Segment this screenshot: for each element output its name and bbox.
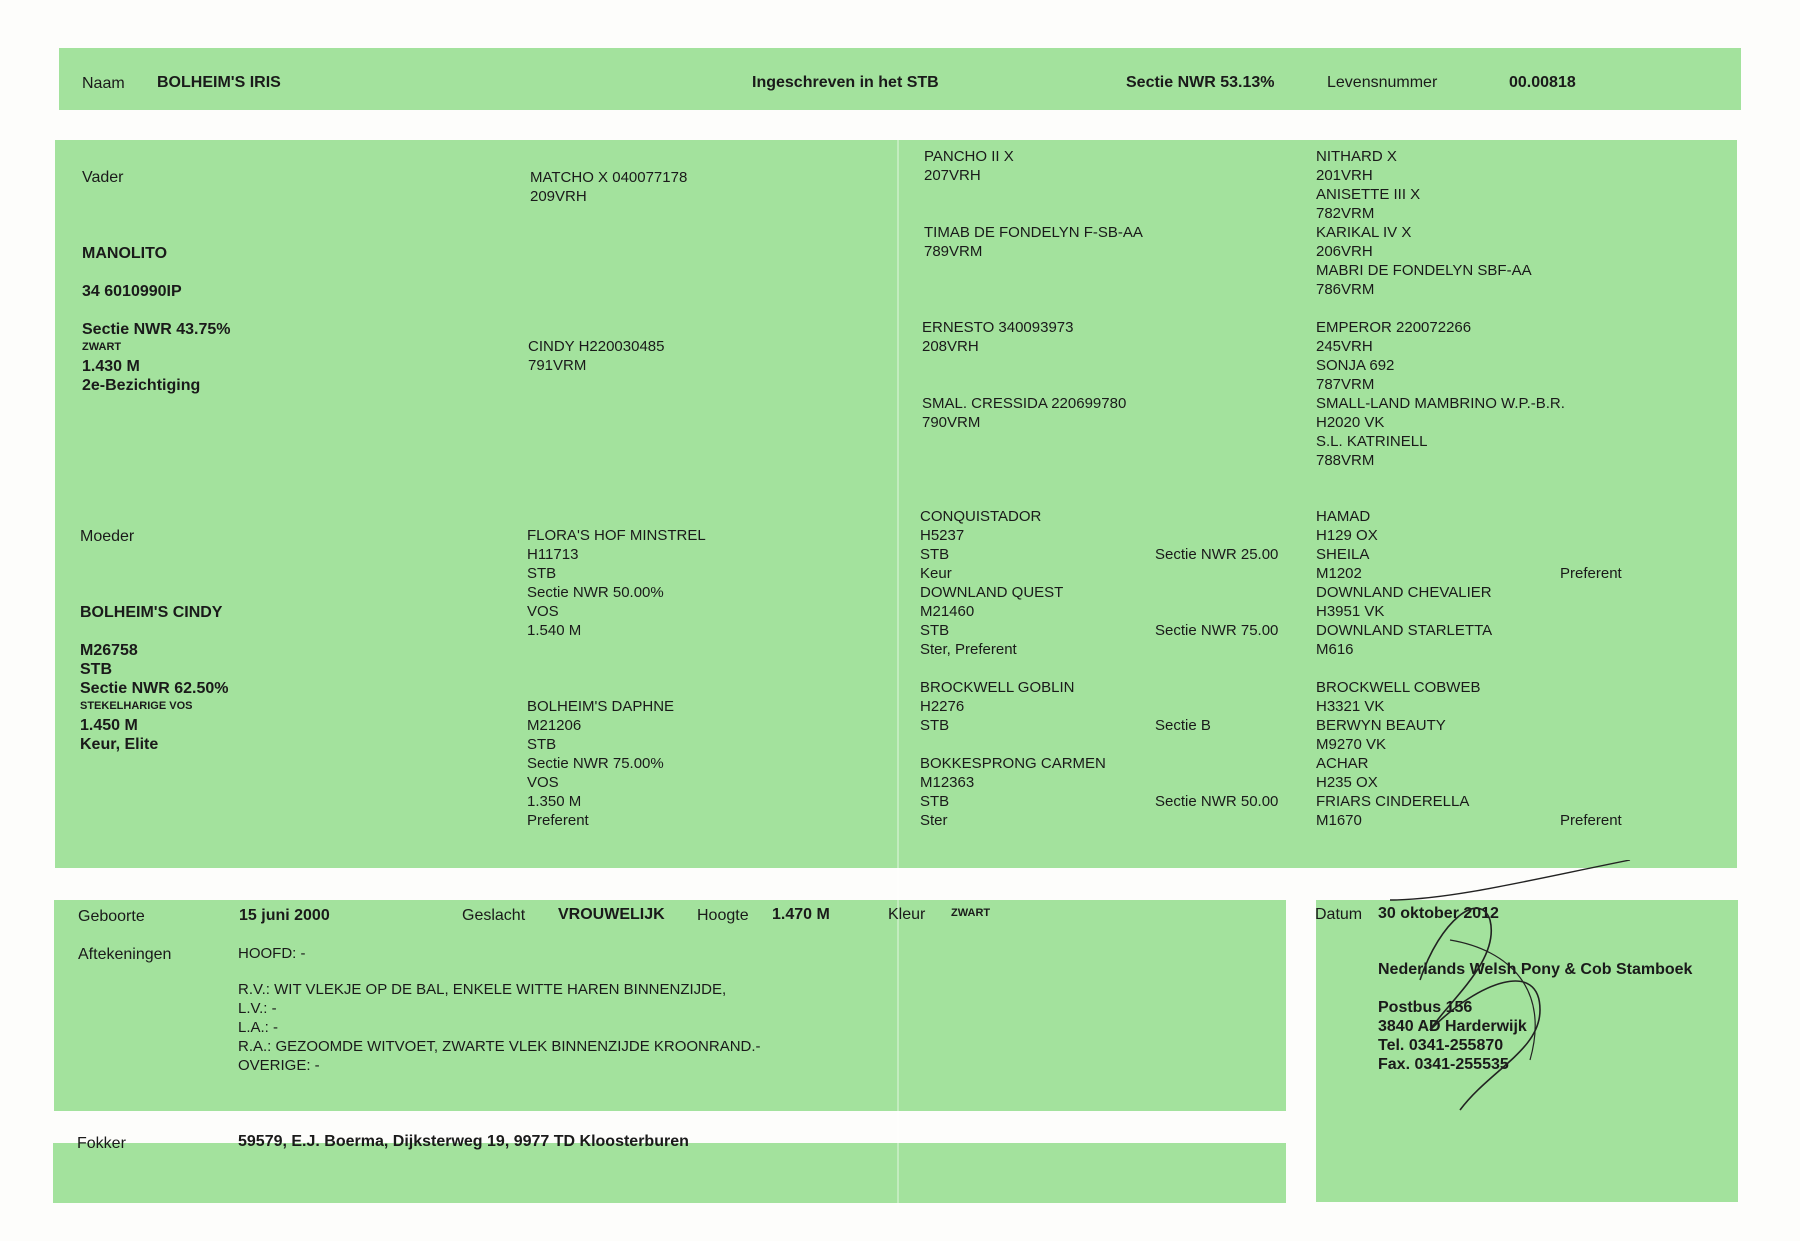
vertical-fold <box>897 140 899 1203</box>
dam-gen3-1-line-3: STB <box>920 546 950 563</box>
dam-height: 1.450 M <box>80 717 138 734</box>
gen3-1-reg: 207VRH <box>924 167 981 184</box>
aftekening-line-1: HOOFD: - <box>238 945 306 962</box>
dam-gen3-1-line-2: H5237 <box>920 527 965 544</box>
dam-gen4-5-name: BROCKWELL COBWEB <box>1316 679 1481 696</box>
sire-dam-name: CINDY H220030485 <box>528 338 665 355</box>
dam-dam-line-2: M21206 <box>527 717 582 734</box>
aftekening-line-5: R.A.: GEZOOMDE WITVOET, ZWARTE VLEK BINNENZIJDE KROONRAND.- <box>238 1038 761 1055</box>
fokker-band <box>53 1143 1286 1203</box>
kleur-label: Kleur <box>888 906 926 923</box>
gen4-1-reg: 201VRH <box>1316 167 1373 184</box>
dam-gen3-3-line-3: STB <box>920 717 950 734</box>
sire-sectie: Sectie NWR 43.75% <box>82 321 231 338</box>
issuer-address-2: 3840 AD Harderwijk <box>1378 1018 1527 1035</box>
gen4-1-name: NITHARD X <box>1316 148 1397 165</box>
issuer-address-4: Fax. 0341-255535 <box>1378 1056 1509 1073</box>
sire-sire-name: MATCHO X 040077178 <box>530 169 688 186</box>
gen4-4-name: MABRI DE FONDELYN SBF-AA <box>1316 262 1532 279</box>
gen4-2-reg: 782VRM <box>1316 205 1375 222</box>
issuer-address-3: Tel. 0341-255870 <box>1378 1037 1504 1054</box>
dam-predicate: Keur, Elite <box>80 736 159 753</box>
dam-gen3-1-line-1: CONQUISTADOR <box>920 508 1042 525</box>
issuer-address-1: Postbus 156 <box>1378 999 1473 1016</box>
dam-gen4-2-pred: Preferent <box>1560 565 1622 582</box>
hoogte-value: 1.470 M <box>772 906 830 923</box>
geslacht-value: VROUWELIJK <box>558 906 665 923</box>
dam-sire-line-3: STB <box>527 565 557 582</box>
dam-name: BOLHEIM'S CINDY <box>80 604 223 621</box>
dam-gen4-3-name: DOWNLAND CHEVALIER <box>1316 584 1492 601</box>
pedigree-band <box>55 140 1737 868</box>
gen3-2-name: TIMAB DE FONDELYN F-SB-AA <box>924 224 1143 241</box>
aftekeningen-label: Aftekeningen <box>78 946 172 963</box>
fokker-value: 59579, E.J. Boerma, Dijksterweg 19, 9977 TD Kloosterburen <box>238 1133 689 1150</box>
dam-gen3-3-line-2: H2276 <box>920 698 965 715</box>
dam-gen3-4-line-2: M12363 <box>920 774 975 791</box>
dam-gen3-3-line-1: BROCKWELL GOBLIN <box>920 679 1075 696</box>
gen4-5-name: EMPEROR 220072266 <box>1316 319 1472 336</box>
kleur-value: ZWART <box>951 907 991 919</box>
dam-gen3-2-sectie: Sectie NWR 75.00 <box>1155 622 1279 639</box>
dam-gen4-8-reg: M1670 <box>1316 812 1362 829</box>
dam-sire-line-2: H11713 <box>527 546 579 563</box>
gen4-4-reg: 786VRM <box>1316 281 1375 298</box>
levensnummer-label: Levensnummer <box>1327 74 1438 91</box>
gen4-7-reg: H2020 VK <box>1316 414 1385 431</box>
sire-remark: 2e-Bezichtiging <box>82 377 201 394</box>
dam-dam-line-4: Sectie NWR 75.00% <box>527 755 664 772</box>
dam-dam-line-6: 1.350 M <box>527 793 582 810</box>
dam-gen4-8-pred: Preferent <box>1560 812 1622 829</box>
sire-dam-reg: 791VRM <box>528 357 587 374</box>
dam-gen3-4-line-1: BOKKESPRONG CARMEN <box>920 755 1106 772</box>
dam-sire-line-5: VOS <box>527 603 559 620</box>
dam-dam-line-3: STB <box>527 736 557 753</box>
dam-gen4-7-name: ACHAR <box>1316 755 1369 772</box>
aftekening-line-2: R.V.: WIT VLEKJE OP DE BAL, ENKELE WITTE HAREN BINNENZIJDE, <box>238 981 727 998</box>
dam-sectie: Sectie NWR 62.50% <box>80 680 229 697</box>
dam-gen4-1-name: HAMAD <box>1316 508 1371 525</box>
aftekening-line-4: L.A.: - <box>238 1019 279 1036</box>
hoogte-label: Hoogte <box>697 907 749 924</box>
gen4-6-reg: 787VRM <box>1316 376 1375 393</box>
issuer-org: Nederlands Welsh Pony & Cob Stamboek <box>1378 961 1693 978</box>
dam-number: M26758 <box>80 642 138 659</box>
aftekening-line-6: OVERIGE: - <box>238 1057 320 1074</box>
dam-gen4-2-reg: M1202 <box>1316 565 1362 582</box>
gen4-7-name: SMALL-LAND MAMBRINO W.P.-B.R. <box>1316 395 1565 412</box>
naam-label: Naam <box>82 75 125 92</box>
dam-gen4-4-name: DOWNLAND STARLETTA <box>1316 622 1493 639</box>
dam-gen4-1-reg: H129 OX <box>1316 527 1378 544</box>
fokker-label: Fokker <box>77 1135 126 1152</box>
dam-gen4-7-reg: H235 OX <box>1316 774 1378 791</box>
gen3-2-reg: 789VRM <box>924 243 983 260</box>
sire-number: 34 6010990IP <box>82 283 182 300</box>
dam-color: STEKELHARIGE VOS <box>80 700 193 712</box>
dam-gen3-2-line-1: DOWNLAND QUEST <box>920 584 1064 601</box>
dam-gen3-1-line-4: Keur <box>920 565 952 582</box>
dam-gen4-3-reg: H3951 VK <box>1316 603 1385 620</box>
dam-dam-line-5: VOS <box>527 774 559 791</box>
dam-gen4-4-reg: M616 <box>1316 641 1354 658</box>
dam-dam-line-7: Preferent <box>527 812 589 829</box>
dam-sire-line-4: Sectie NWR 50.00% <box>527 584 664 601</box>
dam-gen3-4-sectie: Sectie NWR 50.00 <box>1155 793 1279 810</box>
gen3-1-name: PANCHO II X <box>924 148 1014 165</box>
gen3-4-name: SMAL. CRESSIDA 220699780 <box>922 395 1127 412</box>
gen4-8-name: S.L. KATRINELL <box>1316 433 1428 450</box>
dam-gen3-2-line-3: STB <box>920 622 950 639</box>
dam-book: STB <box>80 661 112 678</box>
dam-gen3-4-line-3: STB <box>920 793 950 810</box>
gen4-6-name: SONJA 692 <box>1316 357 1395 374</box>
dam-gen4-5-reg: H3321 VK <box>1316 698 1385 715</box>
dam-gen3-4-line-4: Ster <box>920 812 948 829</box>
vader-label: Vader <box>82 169 124 186</box>
dam-sire-line-6: 1.540 M <box>527 622 582 639</box>
gen3-3-name: ERNESTO 340093973 <box>922 319 1074 336</box>
gen4-5-reg: 245VRH <box>1316 338 1373 355</box>
moeder-label: Moeder <box>80 528 135 545</box>
dam-gen4-2-name: SHEILA <box>1316 546 1370 563</box>
dam-gen3-2-line-4: Ster, Preferent <box>920 641 1017 658</box>
dam-sire-line-1: FLORA'S HOF MINSTREL <box>527 527 706 544</box>
geboorte-value: 15 juni 2000 <box>239 907 330 924</box>
geboorte-label: Geboorte <box>78 908 145 925</box>
dam-gen4-6-reg: M9270 VK <box>1316 736 1387 753</box>
naam-value: BOLHEIM'S IRIS <box>157 74 281 91</box>
dam-gen4-8-name: FRIARS CINDERELLA <box>1316 793 1470 810</box>
register-text: Ingeschreven in het STB <box>752 74 939 91</box>
gen4-3-reg: 206VRH <box>1316 243 1373 260</box>
gen3-3-reg: 208VRH <box>922 338 979 355</box>
signature-mark <box>1390 860 1730 1120</box>
sire-sire-reg: 209VRH <box>530 188 587 205</box>
dam-gen4-6-name: BERWYN BEAUTY <box>1316 717 1446 734</box>
dam-gen3-1-sectie: Sectie NWR 25.00 <box>1155 546 1279 563</box>
levensnummer-value: 00.00818 <box>1509 74 1576 91</box>
sire-name: MANOLITO <box>82 245 168 262</box>
datum-label: Datum <box>1315 906 1363 923</box>
gen4-8-reg: 788VRM <box>1316 452 1375 469</box>
geslacht-label: Geslacht <box>462 907 526 924</box>
datum-value: 30 oktober 2012 <box>1378 905 1499 922</box>
aftekening-line-3: L.V.: - <box>238 1000 277 1017</box>
gen4-2-name: ANISETTE III X <box>1316 186 1421 203</box>
dam-gen3-3-sectie: Sectie B <box>1155 717 1211 734</box>
gen4-3-name: KARIKAL IV X <box>1316 224 1412 241</box>
header-sectie: Sectie NWR 53.13% <box>1126 74 1275 91</box>
sire-color: ZWART <box>82 341 122 353</box>
sire-height: 1.430 M <box>82 358 140 375</box>
gen3-4-reg: 790VRM <box>922 414 981 431</box>
dam-dam-line-1: BOLHEIM'S DAPHNE <box>527 698 675 715</box>
dam-gen3-2-line-2: M21460 <box>920 603 975 620</box>
